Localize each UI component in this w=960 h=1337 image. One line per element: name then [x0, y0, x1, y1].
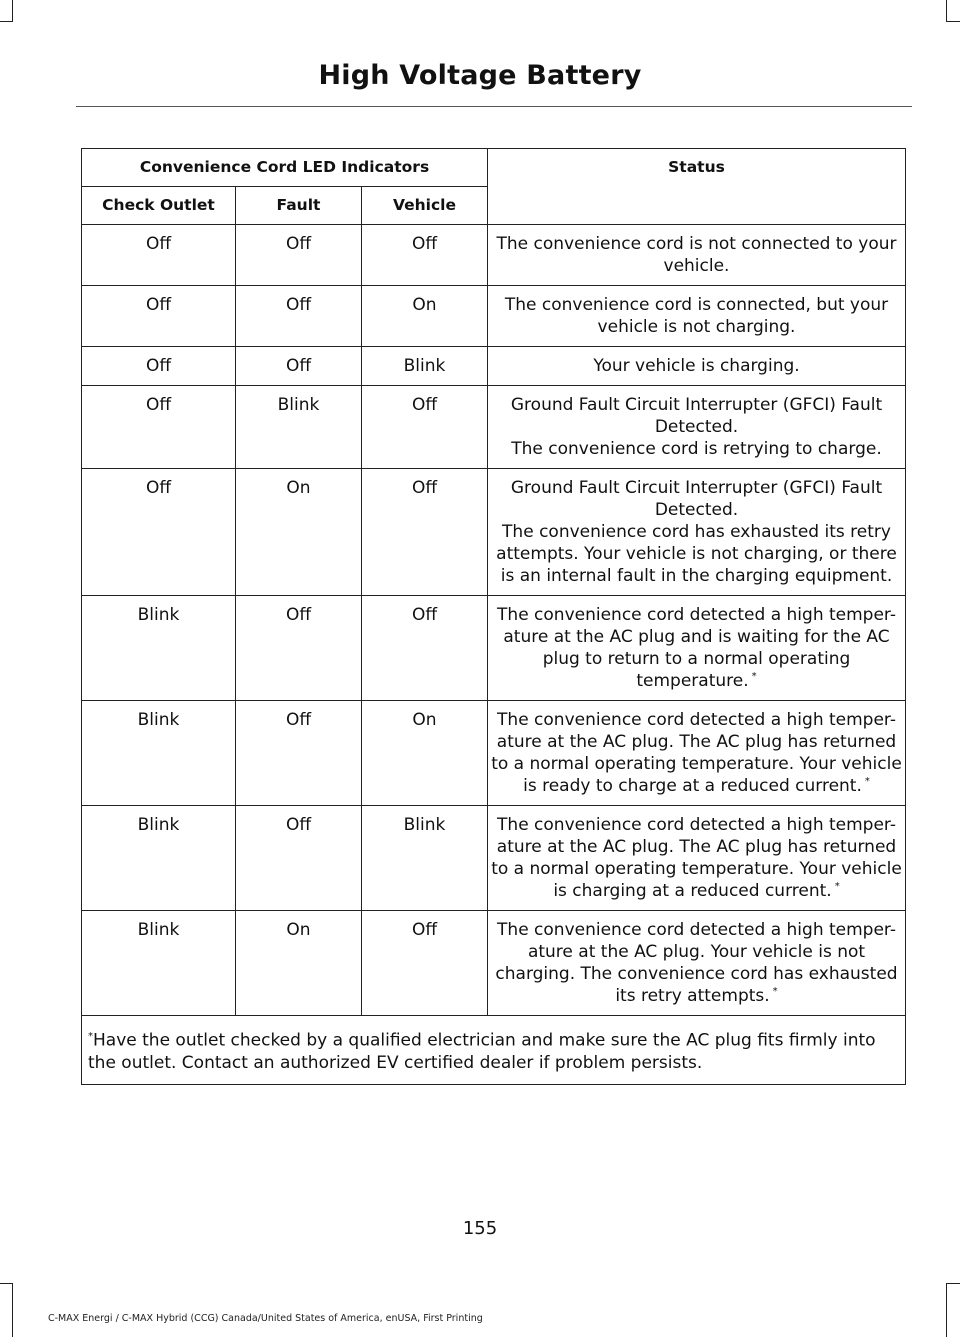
- footnote-reference: *: [834, 881, 840, 893]
- status-cell: [488, 386, 906, 469]
- crop-mark-bottom-right-v: [946, 1283, 947, 1337]
- fault-cell: Blink: [236, 386, 362, 469]
- fault-cell: Off: [236, 225, 362, 286]
- footnote-text: Have the outlet checked by a qualified electrician and make sure the AC plug fits firmly into the outlet. Contact an authorized EV certified dealer if problem persists.: [88, 1030, 876, 1073]
- led-indicator-table: [81, 148, 906, 1085]
- vehicle-cell: Off: [362, 596, 488, 701]
- vehicle-cell: Off: [362, 911, 488, 1016]
- table-body: [82, 225, 906, 1016]
- check-cell: Off: [82, 286, 236, 347]
- crop-mark-bottom-left-h: [0, 1283, 13, 1284]
- status-text: The convenience cord is connected, but your vehicle is not charging.: [504, 295, 889, 337]
- status-text: Ground Fault Circuit Interrupter (GFCI) Fault Detected.: [510, 395, 883, 437]
- vehicle-cell: Off: [362, 225, 488, 286]
- fault-header: Fault: [236, 187, 362, 225]
- status-text: The convenience cord detected a high temper-ature at the AC plug. The AC plug has returned to a normal operating temperature. Your vehicle is charging at a reduced current. *: [491, 815, 902, 901]
- crop-mark-bottom-left-v: [12, 1283, 13, 1337]
- title-rule: [76, 106, 912, 107]
- status-text: The convenience cord detected a high temper-ature at the AC plug. Your vehicle is not charging. The convenience cord has exhausted its retry attempts. *: [495, 920, 898, 1006]
- status-text: The convenience cord detected a high temper-ature at the AC plug. The AC plug has returned to a normal operating temperature. Your vehicle is ready to charge at a reduced current. *: [491, 710, 902, 796]
- vehicle-header: Vehicle: [362, 187, 488, 225]
- footnote-reference: *: [751, 671, 757, 683]
- table-row: [82, 386, 906, 469]
- crop-mark-bottom-right-h: [946, 1283, 960, 1284]
- status-text: The convenience cord is retrying to charge.: [511, 439, 882, 459]
- footnote: [82, 1016, 906, 1085]
- table-row: [82, 286, 906, 347]
- check-cell: Blink: [82, 701, 236, 806]
- footnote-reference: *: [772, 986, 778, 998]
- fault-cell: On: [236, 469, 362, 596]
- crop-mark-top-right-h: [946, 21, 960, 22]
- table-row: [82, 701, 906, 806]
- group-header: Convenience Cord LED Indicators: [82, 149, 488, 187]
- crop-mark-top-left-h: [0, 21, 13, 22]
- status-cell: [488, 286, 906, 347]
- check-cell: Off: [82, 347, 236, 386]
- status-cell: [488, 347, 906, 386]
- check-outlet-header-label: Check Outlet: [102, 196, 215, 214]
- crop-mark-top-right-v: [946, 0, 947, 22]
- vehicle-cell: On: [362, 701, 488, 806]
- vehicle-cell: Off: [362, 386, 488, 469]
- status-text: The convenience cord is not connected to your vehicle.: [496, 234, 897, 276]
- status-cell: [488, 911, 906, 1016]
- fault-cell: Off: [236, 701, 362, 806]
- page-number: 155: [462, 1218, 498, 1239]
- table-row: [82, 911, 906, 1016]
- crop-mark-top-left-v: [12, 0, 13, 22]
- status-header: Status: [488, 149, 906, 225]
- fault-cell: Off: [236, 347, 362, 386]
- footer-text: C-MAX Energi / C-MAX Hybrid (CCG) Canada/United States of America, enUSA, First Printing: [48, 1313, 483, 1324]
- check-cell: Blink: [82, 911, 236, 1016]
- vehicle-cell: Off: [362, 469, 488, 596]
- status-text: Ground Fault Circuit Interrupter (GFCI) Fault Detected.: [510, 478, 883, 520]
- footnote-marker: *: [88, 1031, 93, 1042]
- check-cell: Blink: [82, 806, 236, 911]
- fault-cell: On: [236, 911, 362, 1016]
- check-outlet-header: [82, 187, 236, 225]
- table-row: [82, 347, 906, 386]
- status-text: The convenience cord has exhausted its retry attempts. Your vehicle is not charging, or there is an internal fault in the charging equipment.: [496, 522, 897, 586]
- vehicle-cell: Blink: [362, 347, 488, 386]
- table-row: [82, 469, 906, 596]
- table-row: [82, 225, 906, 286]
- footnote-reference: *: [864, 776, 870, 788]
- check-cell: Off: [82, 225, 236, 286]
- vehicle-cell: Blink: [362, 806, 488, 911]
- status-text: Your vehicle is charging.: [593, 356, 800, 376]
- fault-cell: Off: [236, 596, 362, 701]
- footnote-row: [82, 1016, 906, 1085]
- status-cell: [488, 596, 906, 701]
- table-header-row: [82, 149, 906, 187]
- table-row: [82, 806, 906, 911]
- status-cell: [488, 806, 906, 911]
- check-cell: Off: [82, 469, 236, 596]
- status-cell: [488, 469, 906, 596]
- fault-cell: Off: [236, 286, 362, 347]
- status-text: The convenience cord detected a high temper-ature at the AC plug and is waiting for the AC plug to return to a normal operating temperature. *: [497, 605, 896, 691]
- status-cell: [488, 225, 906, 286]
- status-cell: [488, 701, 906, 806]
- check-cell: Off: [82, 386, 236, 469]
- table-row: [82, 596, 906, 701]
- vehicle-cell: On: [362, 286, 488, 347]
- check-cell: Blink: [82, 596, 236, 701]
- fault-cell: Off: [236, 806, 362, 911]
- page-title: High Voltage Battery: [318, 60, 642, 91]
